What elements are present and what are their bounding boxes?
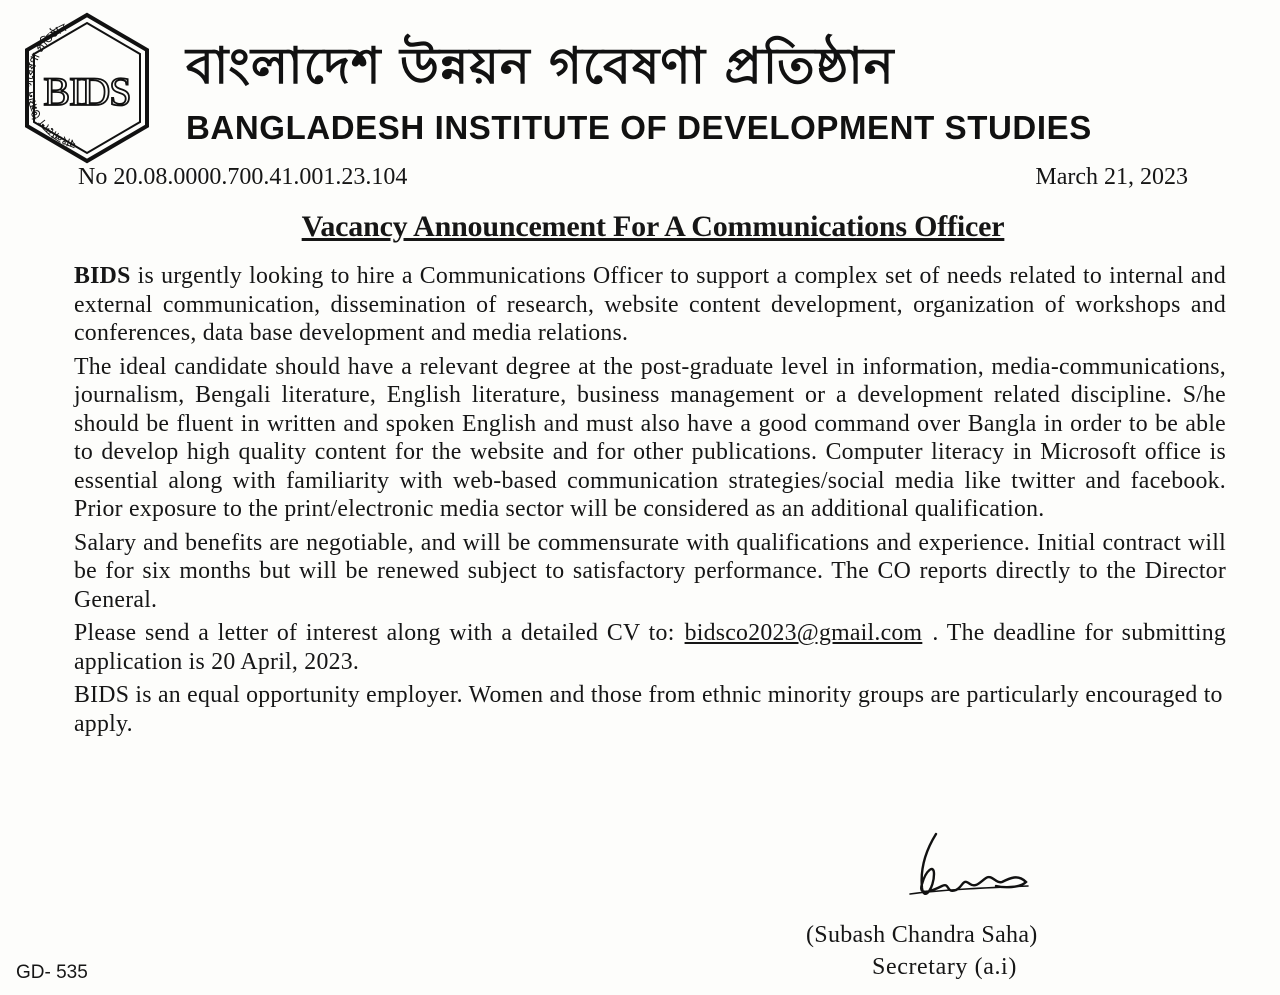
institute-name-english: BANGLADESH INSTITUTE OF DEVELOPMENT STUDIES [186, 109, 1092, 146]
deadline-text: . The deadline for submitting application is 20 April, 2023. [74, 620, 1226, 675]
signature [900, 828, 1040, 920]
logo-wordmark: BIDS [43, 69, 131, 114]
logo-ring-text: বাংলাদেশ উন্নয়ন গবেষণা প্রতিষ্ঠান [24, 21, 78, 150]
institute-name-bangla: বাংলাদেশ উন্নয়ন গবেষণা প্রতিষ্ঠান [186, 37, 895, 95]
announcement-body [74, 262, 1226, 743]
memo-date: March 21, 2023 [1035, 164, 1188, 190]
org-abbrev: BIDS [74, 263, 131, 289]
intro-text: is urgently looking to hire a Communications Officer to support a complex set of needs related to internal and external communication, dissemination of research, website content development, organization of workshops and conferences, data base development and media relations. [74, 263, 1226, 346]
application-instruction: Please send a letter of interest along with a detailed CV to: [74, 620, 675, 646]
announcement-title: Vacancy Announcement For A Communications Officer [301, 210, 1005, 243]
signer-name: (Subash Chandra Saha) [806, 922, 1038, 948]
paragraph-equal-opportunity: BIDS is an equal opportunity employer. Women and those from ethnic minority groups are particularly encouraged to apply. [74, 682, 1223, 737]
paragraph-application [74, 619, 1226, 676]
signer-title: Secretary (a.i) [872, 954, 1017, 980]
paragraph-salary: Salary and benefits are negotiable, and will be commensurate with qualifications and experience. Initial contract will be for six months but will be renewed subject to satisfactory performance. The CO reports directly to the Director General. [74, 529, 1226, 613]
bids-logo [20, 12, 154, 164]
letterhead [18, 10, 1268, 160]
gd-code: GD- 535 [16, 962, 88, 983]
memo-number: No 20.08.0000.700.41.001.23.104 [78, 164, 408, 190]
paragraph-intro [74, 262, 1226, 348]
email-link[interactable]: bidsco2023@gmail.com [684, 620, 923, 646]
paragraph-qualifications: The ideal candidate should have a relevant degree at the post-graduate level in information, media-communications, journalism, Bengali literature, English literature, business management or a development related discipline. S/he should be fluent in written and spoken English and must also have a good command over Bangla in order to be able to develop high quality content for the website and for other publications. Computer literacy in Microsoft office is essential along with familiarity with web-based communication strategies/social media like twitter and facebook. Prior exposure to the print/electronic media sector will be considered as an additional qualification. [74, 353, 1226, 522]
